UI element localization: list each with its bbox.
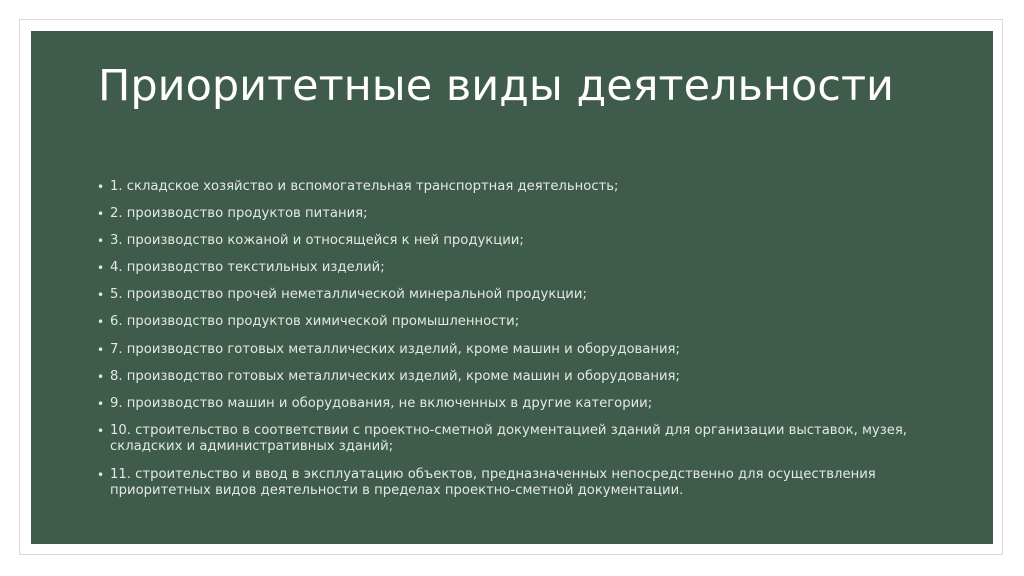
list-item bbox=[97, 423, 967, 456]
list-item-text: 4. производство текстильных изделий; bbox=[110, 260, 385, 276]
bullet-icon: • bbox=[97, 369, 105, 384]
list-item-text: 5. производство прочей неметаллической минеральной продукции; bbox=[110, 287, 587, 303]
bullet-icon: • bbox=[97, 261, 105, 276]
bullet-icon: • bbox=[97, 467, 105, 482]
list-item-text: 10. строительство в соответствии с проектно-сметной документацией зданий для организации выставок, музея, складских и административных зданий; bbox=[110, 422, 907, 455]
bullet-icon: • bbox=[97, 423, 105, 438]
list-item-text: 1. складское хозяйство и вспомогательная транспортная деятельность; bbox=[110, 179, 619, 194]
list-item-text: 8. производство готовых металлических изделий, кроме машин и оборудования; bbox=[110, 368, 680, 384]
list-item bbox=[97, 369, 967, 386]
list-item bbox=[97, 206, 967, 223]
bullet-icon: • bbox=[97, 207, 105, 222]
list-item bbox=[97, 467, 967, 500]
list-item-text: 11. строительство и ввод в эксплуатацию объектов, предназначенных непосредственно для осуществления приоритетных видов деятельности в пределах проектно-сметной документации. bbox=[110, 466, 876, 499]
bullet-icon: • bbox=[97, 180, 105, 194]
slide bbox=[31, 31, 993, 544]
list-item bbox=[97, 260, 967, 277]
list-item bbox=[97, 233, 967, 250]
list-item-text: 3. производство кожаной и относящейся к ней продукции; bbox=[110, 233, 524, 249]
list-item-text: 9. производство машин и оборудования, не включенных в другие категории; bbox=[110, 395, 653, 411]
bullet-icon: • bbox=[97, 396, 105, 411]
bullet-icon: • bbox=[97, 342, 105, 357]
list-item-text: 6. производство продуктов химической промышленности; bbox=[110, 314, 520, 330]
list-item-text: 7. производство готовых металлических изделий, кроме машин и оборудования; bbox=[110, 341, 680, 357]
activity-list bbox=[97, 179, 967, 510]
bullet-icon: • bbox=[97, 315, 105, 330]
list-item-text: 2. производство продуктов питания; bbox=[110, 206, 368, 222]
bullet-icon: • bbox=[97, 234, 105, 249]
list-item bbox=[97, 179, 967, 196]
list-item bbox=[97, 342, 967, 359]
list-item bbox=[97, 396, 967, 413]
bullet-icon: • bbox=[97, 288, 105, 303]
list-item bbox=[97, 314, 967, 331]
slide-title: Приоритетные виды деятельности bbox=[98, 61, 894, 111]
list-item bbox=[97, 287, 967, 304]
